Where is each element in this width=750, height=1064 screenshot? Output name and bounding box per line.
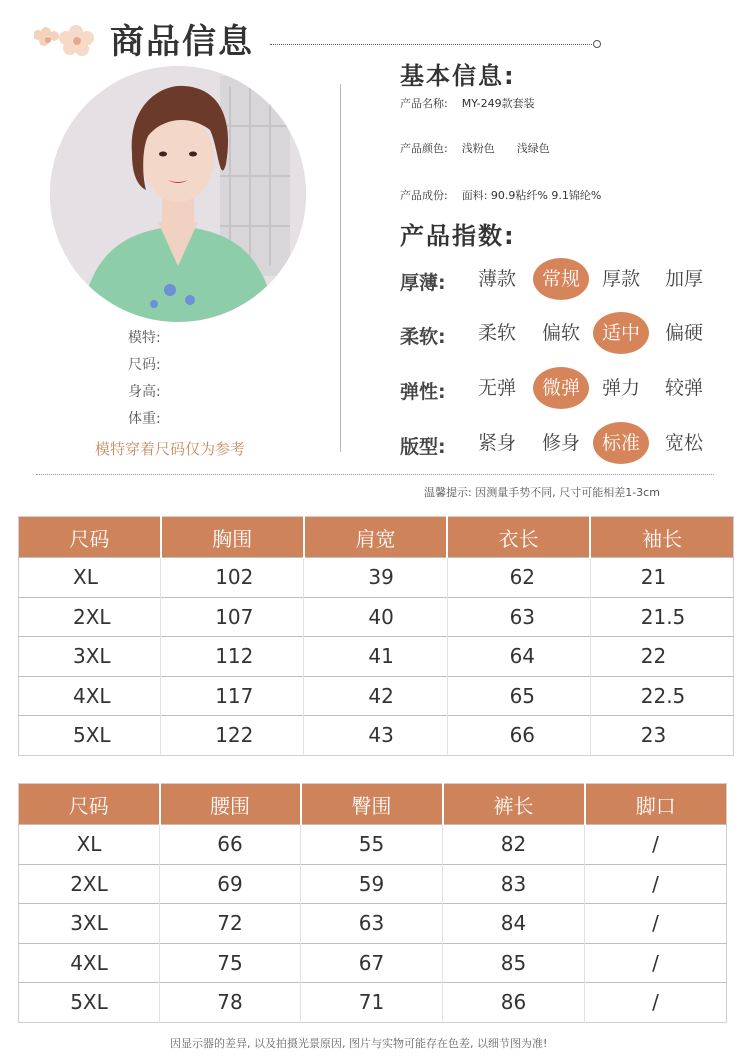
table-cell: 63 [301, 904, 443, 944]
column-header: 裤长 [443, 784, 585, 825]
index-option: 较弹 [664, 377, 703, 399]
table-cell: 72 [160, 904, 301, 944]
table-cell: 84 [443, 904, 585, 944]
index-label: 厚薄: [400, 272, 446, 294]
table-cell: / [585, 943, 727, 983]
table-cell: 55 [301, 825, 443, 865]
index-option-selected: 常规 [533, 258, 589, 300]
column-header: 臀围 [301, 784, 443, 825]
model-label: 模特: [128, 330, 161, 346]
index-option: 偏硬 [664, 322, 703, 344]
footer-disclaimer: 因显示器的差异, 以及拍摄光景原因, 图片与实物可能存在色差, 以细节图为准! [170, 1037, 548, 1050]
column-header: 脚口 [585, 784, 727, 825]
table-cell: 83 [443, 864, 585, 904]
weight-label: 体重: [128, 411, 161, 427]
table-row [19, 943, 727, 983]
flower-icon [59, 25, 94, 56]
table-cell: 5XL [19, 716, 161, 756]
table-cell: 62 [447, 558, 590, 598]
flower-icon [34, 27, 59, 46]
table-cell: 66 [160, 825, 301, 865]
table-cell: 75 [160, 943, 301, 983]
index-option-selected: 适中 [593, 312, 649, 354]
info-value: MY-249款套装 [461, 97, 535, 110]
table-cell: 43 [304, 716, 447, 756]
table-cell: 42 [304, 676, 447, 716]
table-row [19, 716, 734, 756]
section-divider [36, 474, 714, 475]
index-option: 柔软 [477, 322, 516, 344]
info-value: 面料: 90.9粘纤% 9.1锦纶% [461, 189, 602, 202]
table-row [19, 558, 734, 598]
column-header: 袖长 [590, 517, 733, 558]
measure-tip: 温馨提示: 因测量手势不同, 尺寸可能相差1-3cm [424, 486, 660, 499]
index-option-selected: 微弹 [533, 367, 589, 409]
table-row [19, 597, 734, 637]
title-end-dot [593, 40, 601, 48]
index-option: 加厚 [664, 268, 703, 290]
table-cell: 41 [304, 637, 447, 677]
table-cell: / [585, 825, 727, 865]
info-row-color [400, 140, 550, 156]
table-cell: 78 [160, 983, 301, 1023]
table-cell: 2XL [19, 597, 161, 637]
page-title: 商品信息 [110, 22, 254, 62]
index-label: 弹性: [400, 381, 446, 403]
table-cell: 67 [301, 943, 443, 983]
column-header: 腰围 [160, 784, 301, 825]
table-cell: / [585, 904, 727, 944]
table-cell: 5XL [19, 983, 160, 1023]
table-cell: 22.5 [590, 676, 733, 716]
index-option: 紧身 [477, 432, 516, 454]
table-row [19, 825, 727, 865]
table-cell: 59 [301, 864, 443, 904]
index-option: 弹力 [601, 377, 640, 399]
index-option: 偏软 [541, 322, 580, 344]
info-label: 产品颜色: [400, 142, 448, 155]
table-row [19, 637, 734, 677]
title-divider [270, 44, 592, 45]
column-header: 尺码 [19, 784, 160, 825]
model-photo [50, 66, 306, 322]
flower-decoration [34, 20, 104, 64]
table-cell: 117 [161, 676, 304, 716]
table-cell: 71 [301, 983, 443, 1023]
column-header: 衣长 [447, 517, 590, 558]
table-row [19, 864, 727, 904]
table-row [19, 983, 727, 1023]
info-value-2: 浅绿色 [516, 142, 550, 155]
index-label: 柔软: [400, 326, 446, 348]
column-header: 胸围 [161, 517, 304, 558]
table-cell: 4XL [19, 943, 160, 983]
info-label: 产品成份: [400, 189, 448, 202]
table-cell: 102 [161, 558, 304, 598]
table-cell: 66 [447, 716, 590, 756]
table-cell: 85 [443, 943, 585, 983]
index-label: 版型: [400, 436, 446, 458]
table-cell: XL [19, 825, 160, 865]
table-cell: 39 [304, 558, 447, 598]
table-cell: 69 [160, 864, 301, 904]
table-row [19, 676, 734, 716]
table-cell: XL [19, 558, 161, 598]
info-value: 浅粉色 [461, 142, 495, 155]
vertical-divider [340, 84, 341, 452]
model-note: 模特穿着尺码仅为参考 [95, 440, 246, 458]
table-cell: 3XL [19, 904, 160, 944]
table-cell: / [585, 864, 727, 904]
basic-info-heading: 基本信息: [400, 62, 516, 90]
table-cell: 21 [590, 558, 733, 598]
pants-size-table [18, 783, 727, 1023]
table-cell: 82 [443, 825, 585, 865]
index-heading: 产品指数: [400, 222, 516, 250]
info-row-material [400, 187, 601, 203]
table-cell: 40 [304, 597, 447, 637]
column-header: 肩宽 [304, 517, 447, 558]
table-cell: 86 [443, 983, 585, 1023]
info-label: 产品名称: [400, 97, 448, 110]
height-label: 身高: [128, 384, 161, 400]
info-row-name [400, 95, 535, 111]
table-cell: 4XL [19, 676, 161, 716]
index-option-selected: 标准 [593, 422, 649, 464]
column-header: 尺码 [19, 517, 161, 558]
size-label: 尺码: [128, 357, 161, 373]
table-cell: / [585, 983, 727, 1023]
table-cell: 65 [447, 676, 590, 716]
table-row [19, 904, 727, 944]
table-cell: 21.5 [590, 597, 733, 637]
index-option: 薄款 [477, 268, 516, 290]
index-option: 修身 [541, 432, 580, 454]
table-cell: 122 [161, 716, 304, 756]
table-cell: 107 [161, 597, 304, 637]
table-cell: 3XL [19, 637, 161, 677]
table-cell: 112 [161, 637, 304, 677]
top-size-table [18, 516, 734, 756]
table-cell: 63 [447, 597, 590, 637]
index-option: 厚款 [601, 268, 640, 290]
table-cell: 23 [590, 716, 733, 756]
table-cell: 64 [447, 637, 590, 677]
index-option: 宽松 [664, 432, 703, 454]
table-cell: 22 [590, 637, 733, 677]
index-option: 无弹 [477, 377, 516, 399]
table-cell: 2XL [19, 864, 160, 904]
